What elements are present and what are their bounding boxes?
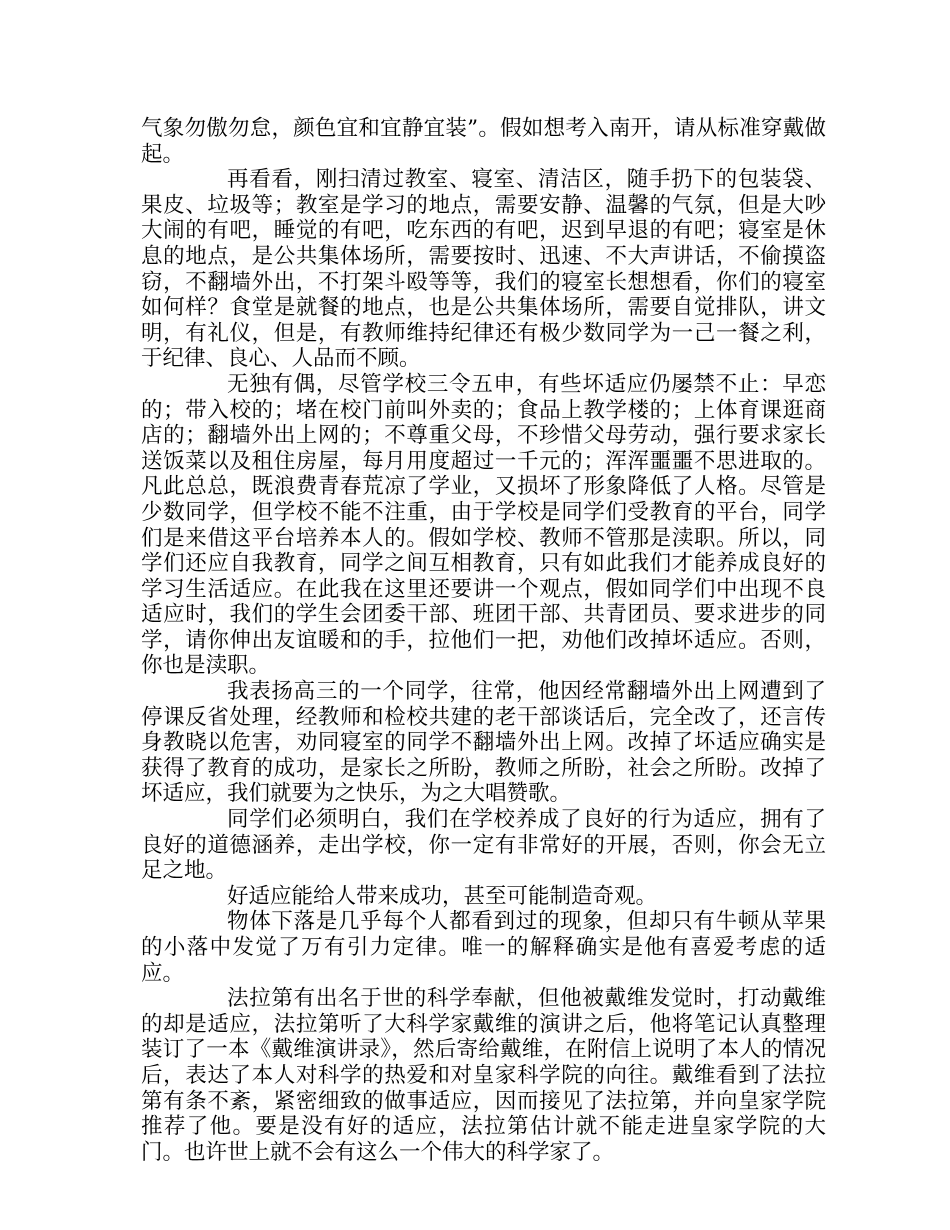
paragraph-8: 法拉第有出名于世的科学奉献，但他被戴维发觉时，打动戴维的却是适应，法拉第听了大科学家戴维的演讲之后，他将笔记认真整理装订了一本《戴维演讲录》，然后寄给戴维，在附信上说明了本人的情况后，表达了本人对科学的热爱和对皇家科学院的向往。戴维看到了法拉第有条不紊，紧密细致的做事适应，因而接见了法拉第，并向皇家学院推荐了他。要是没有好的适应，法拉第估计就不能走进皇家学院的大门。也许世上就不会有这么一个伟大的科学家了。: [141, 986, 826, 1165]
paragraph-1: 气象勿傲勿怠，颜色宜和宜静宜装”。假如想考入南开，请从标准穿戴做起。: [141, 116, 826, 167]
paragraph-6: 好适应能给人带来成功，甚至可能制造奇观。: [227, 883, 658, 909]
paragraph-3: 无独有偶，尽管学校三令五申，有些坏适应仍屡禁不止：早恋的；带入校的；堵在校门前叫外卖的；食品上教学楼的；上体育课逛商店的；翻墙外出上网的；不尊重父母，不珍惜父母劳动，强行要求家长送饭菜以及租住房屋，每月用度超过一千元的；浑浑噩噩不思进取的。凡此总总，既浪费青春荒凉了学业，又损坏了形象降低了人格。尽管是少数同学，但学校不能不注重，由于学校是同学们受教育的平台，同学们是来借这平台培养本人的。假如学校、教师不管那是渎职。所以，同学们还应自我教育，同学之间互相教育，只有如此我们才能养成良好的学习生活适应。在此我在这里还要讲一个观点，假如同学们中出现不良适应时，我们的学生会团委干部、班团干部、共青团员、要求进步的同学，请你伸出友谊暖和的手，拉他们一把，劝他们改掉坏适应。否则，你也是渎职。: [141, 371, 826, 679]
paragraph-5: 同学们必须明白，我们在学校养成了良好的行为适应，拥有了良好的道德涵养，走出学校，你一定有非常好的开展，否则，你会无立足之地。: [141, 807, 826, 884]
paragraph-2: 再看看，刚扫清过教室、寝室、清洁区，随手扔下的包装袋、果皮、垃圾等；教室是学习的地点，需要安静、温馨的气氛，但是大吵大闹的有吧，睡觉的有吧，吃东西的有吧，迟到早退的有吧；寝室是休息的地点，是公共集体场所，需要按时、迅速、不大声讲话，不偷摸盗窃，不翻墙外出，不打架斗殴等等，我们的寝室长想想看，你们的寝室如何样？食堂是就餐的地点，也是公共集体场所，需要自觉排队，讲文明，有礼仪，但是，有教师维持纪律还有极少数同学为一己一餐之利，于纪律、良心、人品而不顾。: [141, 167, 826, 372]
document-body: [141, 116, 826, 1165]
paragraph-7: 物体下落是几乎每个人都看到过的现象，但却只有牛顿从苹果的小落中发觉了万有引力定律。唯一的解释确实是他有喜爱考虑的适应。: [141, 909, 826, 986]
paragraph-4: 我表扬高三的一个同学，往常，他因经常翻墙外出上网遭到了停课反省处理，经教师和检校共建的老干部谈话后，完全改了，还言传身教晓以危害，劝同寝室的同学不翻墙外出上网。改掉了坏适应确实是获得了教育的成功，是家长之所盼，教师之所盼，社会之所盼。改掉了坏适应，我们就要为之快乐，为之大唱赞歌。: [141, 679, 826, 807]
